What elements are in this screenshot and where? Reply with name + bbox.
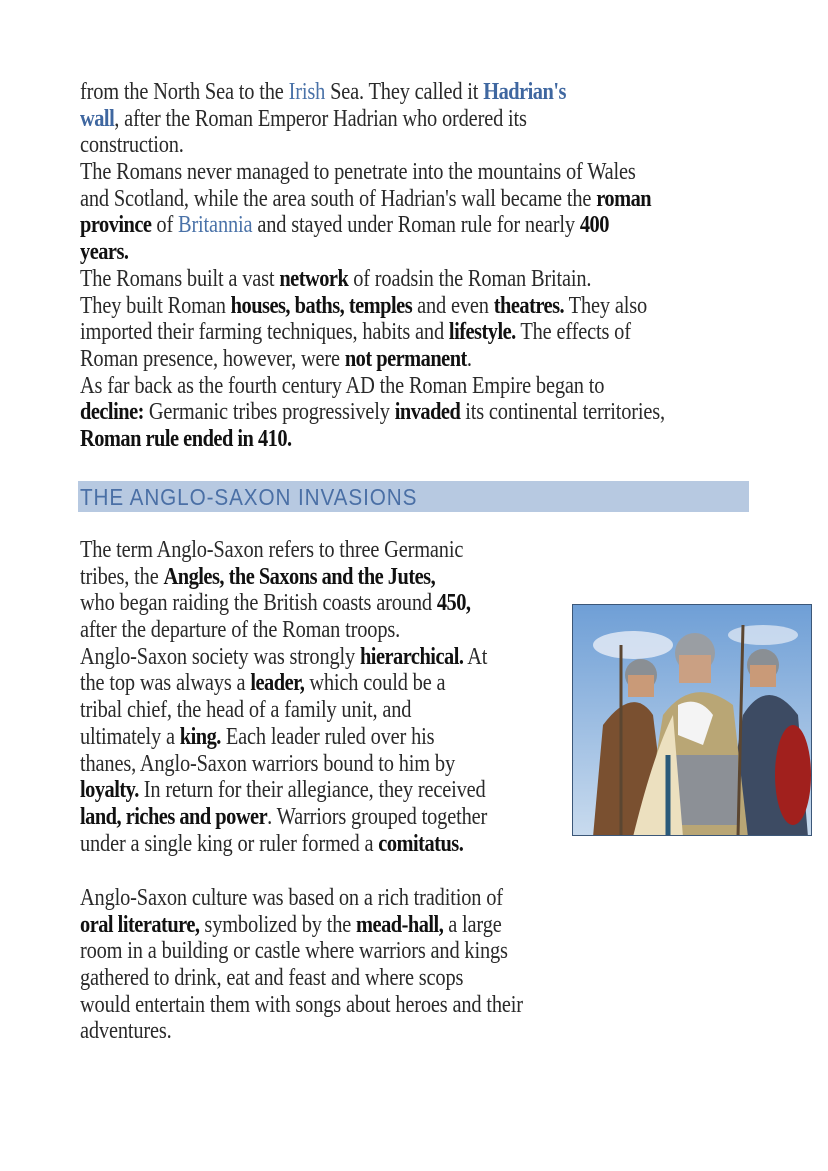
text-run: thanes, Anglo-Saxon warriors bound to him by xyxy=(80,750,455,777)
text-run: symbolized by the xyxy=(199,911,357,938)
text-line xyxy=(80,885,523,912)
text-line xyxy=(80,1018,523,1045)
text-line xyxy=(80,186,665,213)
emphasized-text: wall xyxy=(80,105,115,132)
section-heading-band xyxy=(78,481,749,512)
roman-britain-text xyxy=(80,79,768,453)
text-run: which could be a xyxy=(304,670,446,697)
emphasized-text: not permanent xyxy=(344,345,467,372)
text-line xyxy=(80,106,665,133)
text-run: The Romans built a vast xyxy=(80,265,280,292)
text-run: and stayed under Roman rule for nearly xyxy=(252,212,580,239)
text-run: As far back as the fourth century AD the Roman Empire began to xyxy=(80,372,605,399)
text-line xyxy=(80,644,487,671)
text-run: . xyxy=(466,345,472,372)
text-line xyxy=(80,564,487,591)
emphasized-text: Angles, the Saxons and the Jutes, xyxy=(163,563,436,590)
text-line xyxy=(80,239,665,266)
text-run: who began raiding the British coasts around xyxy=(80,590,437,617)
text-line xyxy=(80,346,665,373)
text-run: Anglo-Saxon culture was based on a rich tradition of xyxy=(80,885,503,911)
text-line xyxy=(80,79,665,106)
emphasized-text: hierarchical. xyxy=(359,643,464,670)
text-run: Germanic tribes progressively xyxy=(143,399,395,426)
text-run: its continental territories, xyxy=(460,399,665,426)
text-run: Sea. They called it xyxy=(325,79,484,105)
text-run: from the North Sea to the xyxy=(80,79,289,105)
text-line xyxy=(80,159,665,186)
text-run: Each leader ruled over his xyxy=(220,723,435,750)
text-run: the top was always a xyxy=(80,670,251,697)
text-run: Roman presence, however, were xyxy=(80,345,345,372)
text-run: At xyxy=(463,643,488,670)
text-line xyxy=(80,724,487,751)
text-run: tribal chief, the head of a family unit, and xyxy=(80,697,412,724)
emphasized-text: 450, xyxy=(436,590,471,617)
text-run: In return for their allegiance, they received xyxy=(138,777,486,804)
text-line xyxy=(80,912,523,939)
emphasized-text: Roman rule ended in 410. xyxy=(80,425,292,452)
text-line xyxy=(80,537,487,564)
emphasized-text: invaded xyxy=(394,399,461,426)
text-run: would entertain them with songs about heroes and their xyxy=(80,991,523,1018)
emphasized-text: theatres. xyxy=(493,292,565,319)
text-run: under a single king or ruler formed a xyxy=(80,830,379,857)
text-line xyxy=(80,938,523,965)
text-run: adventures. xyxy=(80,1018,172,1045)
emphasized-text: 400 xyxy=(579,212,609,239)
text-line xyxy=(80,697,487,724)
text-run: ultimately a xyxy=(80,723,180,750)
emphasized-text: years. xyxy=(80,239,129,266)
emphasized-text: Irish xyxy=(288,79,326,105)
text-line xyxy=(80,617,487,644)
emphasized-text: land, riches and power xyxy=(80,803,268,830)
text-run: The Romans never managed to penetrate into the mountains of Wales xyxy=(80,159,636,186)
emphasized-text: leader, xyxy=(250,670,305,697)
emphasized-text: decline: xyxy=(80,399,144,426)
text-run: and even xyxy=(412,292,494,319)
emphasized-text: loyalty. xyxy=(80,777,139,804)
text-run: after the departure of the Roman troops. xyxy=(80,617,401,644)
text-run: They built Roman xyxy=(80,292,231,319)
text-run: of xyxy=(151,212,179,239)
text-line xyxy=(80,777,487,804)
emphasized-text: province xyxy=(80,212,152,239)
emphasized-text: roman xyxy=(596,185,652,212)
text-run: The term Anglo-Saxon refers to three Germanic xyxy=(80,537,464,563)
text-run: , after the Roman Emperor Hadrian who ordered its xyxy=(114,105,527,132)
emphasized-text: houses, baths, temples xyxy=(230,292,413,319)
text-run: They also xyxy=(564,292,648,319)
text-line xyxy=(80,373,665,400)
text-line xyxy=(80,751,487,778)
text-run: a large xyxy=(443,911,502,938)
emphasized-text: Hadrian's xyxy=(483,79,566,105)
text-line xyxy=(80,965,523,992)
text-line xyxy=(80,319,665,346)
emphasized-text: network xyxy=(279,265,349,292)
emphasized-text: king. xyxy=(179,723,221,750)
anglo-saxon-warriors-image xyxy=(572,604,812,836)
text-run: imported their farming techniques, habits and xyxy=(80,319,449,346)
section-heading: THE ANGLO-SAXON INVASIONS xyxy=(80,484,418,510)
text-run: The effects of xyxy=(515,319,631,346)
text-line xyxy=(80,992,523,1019)
emphasized-text: lifestyle. xyxy=(448,319,516,346)
text-run: tribes, the xyxy=(80,563,164,590)
emphasized-text: comitatus. xyxy=(378,830,464,857)
anglo-saxon-culture-text xyxy=(80,885,601,1045)
text-line xyxy=(80,399,665,426)
emphasized-text: Britannia xyxy=(178,212,253,239)
text-run: . Warriors grouped together xyxy=(267,803,488,830)
text-run: room in a building or castle where warriors and kings xyxy=(80,938,508,965)
text-line xyxy=(80,293,665,320)
anglo-saxon-society-text xyxy=(80,537,559,857)
text-run: construction. xyxy=(80,132,184,159)
text-run: of roadsin the Roman Britain. xyxy=(348,265,592,292)
text-line xyxy=(80,212,665,239)
text-run: and Scotland, while the area south of Hadrian's wall became the xyxy=(80,185,597,212)
text-line xyxy=(80,670,487,697)
text-line xyxy=(80,831,487,858)
text-line xyxy=(80,132,665,159)
text-run: Anglo-Saxon society was strongly xyxy=(80,643,360,670)
text-line xyxy=(80,590,487,617)
emphasized-text: mead-hall, xyxy=(356,911,444,938)
text-run: gathered to drink, eat and feast and where scops xyxy=(80,965,464,992)
text-line xyxy=(80,426,665,453)
emphasized-text: oral literature, xyxy=(80,911,200,938)
text-line xyxy=(80,266,665,293)
text-line xyxy=(80,804,487,831)
